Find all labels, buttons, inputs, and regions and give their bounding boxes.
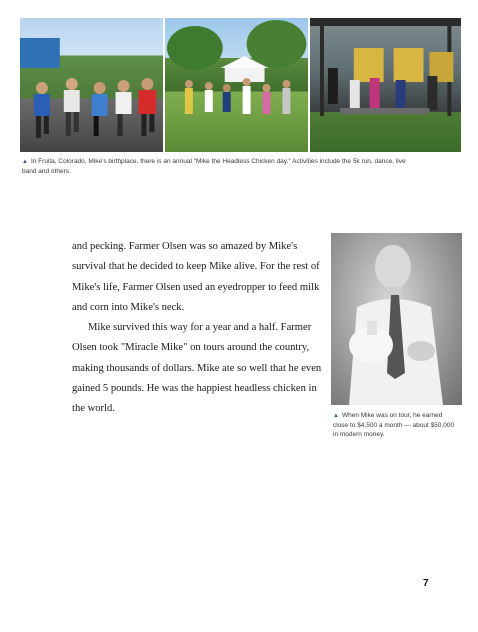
caption-marker-icon: ▲ (22, 159, 28, 165)
race-runners-photo (20, 18, 163, 152)
photo-strip-caption-text: In Fruita, Colorado, Mike's birthplace, there is an annual "Mike the Headless Chicken day." Activities include the 5k run, dance, live band and others. (22, 158, 406, 175)
story-text (72, 237, 322, 420)
photo-strip (20, 18, 461, 152)
caption-marker-icon: ▲ (333, 413, 339, 419)
portrait-caption-text: When Mike was on tour, he earned close to $4,500 a month — about $50,000 in modern money. (333, 412, 455, 438)
story-paragraph: and pecking. Farmer Olsen was so amazed by Mike's survival that he decided to keep Mike alive. For the rest of Mike's life, Farmer Olsen used an eyedropper to feed milk and corn into Mike's neck. (72, 241, 320, 313)
portrait-caption (333, 411, 458, 439)
live-band-photo (310, 18, 461, 152)
photo-strip-caption (22, 157, 414, 176)
farmer-olsen-with-mike-photo (331, 233, 462, 405)
page-number: 7 (423, 578, 429, 589)
story-paragraph: Mike survived this way for a year and a half. Farmer Olsen took "Miracle Mike" on tours around the country, making thousands of dollars. Mike ate so well that he even gained 5 pounds. He was the happiest headless chicken in the world. (72, 322, 322, 415)
festival-dancing-photo (165, 18, 307, 152)
